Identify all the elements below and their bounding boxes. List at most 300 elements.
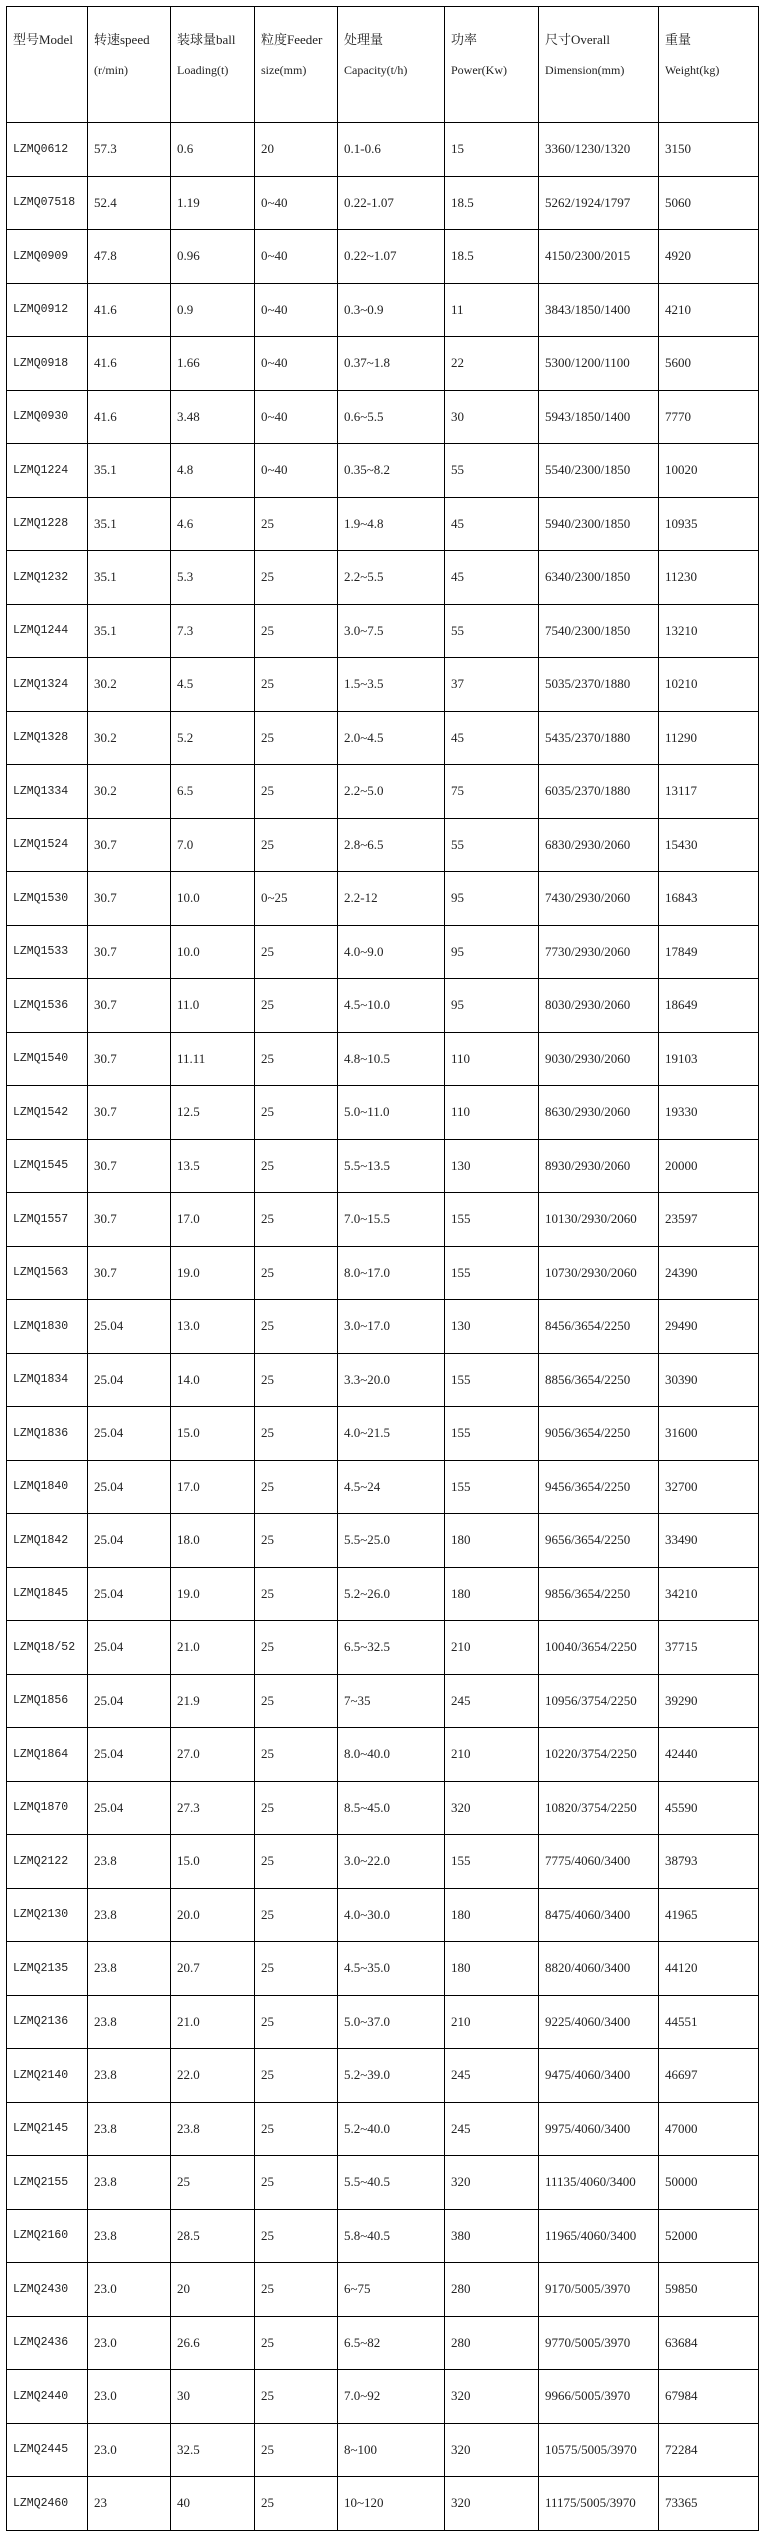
cell-capacity: 7.0~92	[338, 2370, 445, 2424]
cell-power: 95	[445, 979, 539, 1033]
cell-capacity: 2.2~5.5	[338, 551, 445, 605]
cell-power: 180	[445, 1942, 539, 1996]
cell-speed: 35.1	[88, 497, 171, 551]
table-row	[7, 1353, 759, 1407]
cell-weight: 4210	[659, 283, 759, 337]
table-row	[7, 1942, 759, 1996]
cell-power: 55	[445, 604, 539, 658]
table-row	[7, 2370, 759, 2424]
cell-ball-loading: 6.5	[171, 765, 255, 819]
table-row	[7, 925, 759, 979]
cell-capacity: 7.0~15.5	[338, 1193, 445, 1247]
table-row	[7, 444, 759, 498]
cell-power: 155	[445, 1407, 539, 1461]
cell-power: 37	[445, 658, 539, 712]
cell-power: 180	[445, 1888, 539, 1942]
cell-speed: 30.7	[88, 872, 171, 926]
cell-ball-loading: 0.96	[171, 230, 255, 284]
cell-model: LZMQ18/52	[7, 1621, 88, 1675]
cell-capacity: 0.6~5.5	[338, 390, 445, 444]
header-speed	[88, 7, 171, 123]
cell-speed: 35.1	[88, 444, 171, 498]
header-capacity	[338, 7, 445, 123]
cell-power: 110	[445, 1086, 539, 1140]
table-row	[7, 1781, 759, 1835]
cell-overall-dimension: 10730/2930/2060	[539, 1246, 659, 1300]
cell-capacity: 5.8~40.5	[338, 2209, 445, 2263]
cell-feeder-size: 25	[255, 2049, 338, 2103]
cell-model: LZMQ0909	[7, 230, 88, 284]
cell-overall-dimension: 8930/2930/2060	[539, 1139, 659, 1193]
cell-overall-dimension: 10130/2930/2060	[539, 1193, 659, 1247]
cell-feeder-size: 25	[255, 1888, 338, 1942]
cell-feeder-size: 0~40	[255, 444, 338, 498]
table-row	[7, 1674, 759, 1728]
cell-ball-loading: 17.0	[171, 1193, 255, 1247]
cell-weight: 4920	[659, 230, 759, 284]
cell-overall-dimension: 5262/1924/1797	[539, 176, 659, 230]
table-row	[7, 979, 759, 1033]
cell-feeder-size: 25	[255, 1674, 338, 1728]
header-ball-loading	[171, 7, 255, 123]
cell-overall-dimension: 9770/5005/3970	[539, 2316, 659, 2370]
cell-feeder-size: 25	[255, 1353, 338, 1407]
cell-ball-loading: 30	[171, 2370, 255, 2424]
cell-weight: 72284	[659, 2423, 759, 2477]
cell-speed: 25.04	[88, 1674, 171, 1728]
cell-ball-loading: 40	[171, 2477, 255, 2531]
cell-weight: 42440	[659, 1728, 759, 1782]
cell-weight: 16843	[659, 872, 759, 926]
cell-feeder-size: 0~40	[255, 176, 338, 230]
cell-capacity: 4.8~10.5	[338, 1032, 445, 1086]
table-row	[7, 497, 759, 551]
table-row	[7, 1193, 759, 1247]
cell-feeder-size: 25	[255, 2370, 338, 2424]
cell-weight: 44551	[659, 1995, 759, 2049]
header-sublabel: Weight(kg)	[665, 63, 720, 77]
table-row	[7, 1621, 759, 1675]
cell-overall-dimension: 8456/3654/2250	[539, 1300, 659, 1354]
cell-capacity: 8~100	[338, 2423, 445, 2477]
cell-power: 95	[445, 872, 539, 926]
cell-feeder-size: 25	[255, 925, 338, 979]
header-label: 型号Model	[13, 32, 73, 47]
cell-feeder-size: 25	[255, 658, 338, 712]
cell-speed: 23.8	[88, 1942, 171, 1996]
cell-power: 180	[445, 1514, 539, 1568]
cell-ball-loading: 17.0	[171, 1460, 255, 1514]
cell-feeder-size: 25	[255, 1728, 338, 1782]
cell-overall-dimension: 9170/5005/3970	[539, 2263, 659, 2317]
cell-ball-loading: 20.0	[171, 1888, 255, 1942]
cell-ball-loading: 25	[171, 2156, 255, 2210]
cell-ball-loading: 32.5	[171, 2423, 255, 2477]
cell-model: LZMQ2136	[7, 1995, 88, 2049]
table-row	[7, 1086, 759, 1140]
cell-weight: 23597	[659, 1193, 759, 1247]
cell-ball-loading: 11.11	[171, 1032, 255, 1086]
cell-capacity: 2.2-12	[338, 872, 445, 926]
cell-feeder-size: 0~40	[255, 283, 338, 337]
table-row	[7, 1567, 759, 1621]
cell-capacity: 4.5~24	[338, 1460, 445, 1514]
header-sublabel: (r/min)	[94, 63, 128, 77]
cell-power: 320	[445, 2156, 539, 2210]
cell-capacity: 3.0~17.0	[338, 1300, 445, 1354]
cell-ball-loading: 7.0	[171, 818, 255, 872]
cell-feeder-size: 25	[255, 2423, 338, 2477]
cell-feeder-size: 25	[255, 1835, 338, 1889]
cell-model: LZMQ0912	[7, 283, 88, 337]
cell-feeder-size: 0~25	[255, 872, 338, 926]
cell-speed: 30.7	[88, 925, 171, 979]
cell-weight: 59850	[659, 2263, 759, 2317]
cell-overall-dimension: 8820/4060/3400	[539, 1942, 659, 1996]
cell-speed: 35.1	[88, 604, 171, 658]
cell-capacity: 5.5~13.5	[338, 1139, 445, 1193]
cell-weight: 50000	[659, 2156, 759, 2210]
cell-model: LZMQ1557	[7, 1193, 88, 1247]
cell-capacity: 7~35	[338, 1674, 445, 1728]
table-row	[7, 1300, 759, 1354]
cell-speed: 25.04	[88, 1781, 171, 1835]
cell-model: LZMQ1834	[7, 1353, 88, 1407]
cell-power: 155	[445, 1246, 539, 1300]
cell-feeder-size: 25	[255, 711, 338, 765]
cell-capacity: 6.5~32.5	[338, 1621, 445, 1675]
cell-capacity: 5.2~26.0	[338, 1567, 445, 1621]
cell-overall-dimension: 9030/2930/2060	[539, 1032, 659, 1086]
cell-ball-loading: 18.0	[171, 1514, 255, 1568]
cell-weight: 29490	[659, 1300, 759, 1354]
cell-capacity: 1.9~4.8	[338, 497, 445, 551]
cell-power: 45	[445, 711, 539, 765]
cell-weight: 13117	[659, 765, 759, 819]
header-sublabel: size(mm)	[261, 63, 307, 77]
header-model	[7, 7, 88, 123]
table-row	[7, 283, 759, 337]
cell-model: LZMQ2430	[7, 2263, 88, 2317]
cell-model: LZMQ1224	[7, 444, 88, 498]
cell-weight: 33490	[659, 1514, 759, 1568]
cell-model: LZMQ2122	[7, 1835, 88, 1889]
cell-overall-dimension: 10040/3654/2250	[539, 1621, 659, 1675]
header-sublabel: Loading(t)	[177, 63, 229, 77]
cell-weight: 44120	[659, 1942, 759, 1996]
cell-ball-loading: 22.0	[171, 2049, 255, 2103]
cell-capacity: 2.2~5.0	[338, 765, 445, 819]
cell-feeder-size: 25	[255, 1781, 338, 1835]
cell-power: 18.5	[445, 176, 539, 230]
cell-overall-dimension: 5435/2370/1880	[539, 711, 659, 765]
cell-model: LZMQ2140	[7, 2049, 88, 2103]
cell-capacity: 5.2~40.0	[338, 2102, 445, 2156]
cell-model: LZMQ1524	[7, 818, 88, 872]
cell-weight: 47000	[659, 2102, 759, 2156]
cell-model: LZMQ1856	[7, 1674, 88, 1728]
cell-model: LZMQ1533	[7, 925, 88, 979]
cell-speed: 41.6	[88, 283, 171, 337]
header-sublabel: Dimension(mm)	[545, 63, 625, 77]
cell-weight: 73365	[659, 2477, 759, 2531]
cell-overall-dimension: 5300/1200/1100	[539, 337, 659, 391]
cell-power: 110	[445, 1032, 539, 1086]
cell-ball-loading: 21.9	[171, 1674, 255, 1728]
cell-overall-dimension: 8475/4060/3400	[539, 1888, 659, 1942]
cell-weight: 5060	[659, 176, 759, 230]
cell-capacity: 0.35~8.2	[338, 444, 445, 498]
cell-power: 15	[445, 123, 539, 177]
cell-ball-loading: 23.8	[171, 2102, 255, 2156]
cell-feeder-size: 25	[255, 1086, 338, 1140]
cell-weight: 11230	[659, 551, 759, 605]
cell-ball-loading: 21.0	[171, 1621, 255, 1675]
cell-capacity: 4.0~9.0	[338, 925, 445, 979]
cell-weight: 46697	[659, 2049, 759, 2103]
cell-ball-loading: 13.5	[171, 1139, 255, 1193]
cell-power: 180	[445, 1567, 539, 1621]
cell-ball-loading: 26.6	[171, 2316, 255, 2370]
cell-weight: 45590	[659, 1781, 759, 1835]
cell-speed: 23.8	[88, 2156, 171, 2210]
cell-ball-loading: 0.9	[171, 283, 255, 337]
table-row	[7, 230, 759, 284]
table-row	[7, 2209, 759, 2263]
cell-power: 45	[445, 551, 539, 605]
cell-capacity: 0.1-0.6	[338, 123, 445, 177]
cell-feeder-size: 25	[255, 1032, 338, 1086]
cell-model: LZMQ1540	[7, 1032, 88, 1086]
cell-power: 18.5	[445, 230, 539, 284]
cell-overall-dimension: 7540/2300/1850	[539, 604, 659, 658]
cell-model: LZMQ2440	[7, 2370, 88, 2424]
cell-overall-dimension: 10575/5005/3970	[539, 2423, 659, 2477]
cell-capacity: 1.5~3.5	[338, 658, 445, 712]
cell-power: 320	[445, 2423, 539, 2477]
cell-capacity: 0.3~0.9	[338, 283, 445, 337]
cell-power: 55	[445, 818, 539, 872]
cell-capacity: 2.0~4.5	[338, 711, 445, 765]
cell-speed: 23.0	[88, 2370, 171, 2424]
table-row	[7, 1728, 759, 1782]
cell-overall-dimension: 9056/3654/2250	[539, 1407, 659, 1461]
cell-speed: 57.3	[88, 123, 171, 177]
cell-feeder-size: 0~40	[255, 230, 338, 284]
cell-model: LZMQ2160	[7, 2209, 88, 2263]
cell-speed: 30.7	[88, 1139, 171, 1193]
cell-model: LZMQ1840	[7, 1460, 88, 1514]
table-row	[7, 390, 759, 444]
cell-power: 155	[445, 1835, 539, 1889]
cell-speed: 30.2	[88, 711, 171, 765]
cell-weight: 7770	[659, 390, 759, 444]
cell-overall-dimension: 6035/2370/1880	[539, 765, 659, 819]
table-row	[7, 2477, 759, 2531]
cell-ball-loading: 15.0	[171, 1835, 255, 1889]
cell-ball-loading: 28.5	[171, 2209, 255, 2263]
cell-ball-loading: 10.0	[171, 872, 255, 926]
table-row	[7, 711, 759, 765]
header-label: 粒度Feeder	[261, 32, 323, 47]
header-label: 转速speed	[94, 32, 150, 47]
table-row	[7, 2263, 759, 2317]
cell-power: 95	[445, 925, 539, 979]
cell-speed: 30.7	[88, 1086, 171, 1140]
cell-power: 75	[445, 765, 539, 819]
cell-overall-dimension: 10220/3754/2250	[539, 1728, 659, 1782]
cell-speed: 47.8	[88, 230, 171, 284]
cell-ball-loading: 10.0	[171, 925, 255, 979]
cell-capacity: 4.5~35.0	[338, 1942, 445, 1996]
cell-capacity: 3.0~7.5	[338, 604, 445, 658]
cell-capacity: 0.22~1.07	[338, 230, 445, 284]
cell-power: 280	[445, 2316, 539, 2370]
cell-model: LZMQ2130	[7, 1888, 88, 1942]
cell-power: 320	[445, 2370, 539, 2424]
cell-power: 155	[445, 1353, 539, 1407]
cell-overall-dimension: 9856/3654/2250	[539, 1567, 659, 1621]
cell-capacity: 4.0~30.0	[338, 1888, 445, 1942]
cell-overall-dimension: 3843/1850/1400	[539, 283, 659, 337]
cell-weight: 15430	[659, 818, 759, 872]
cell-speed: 30.7	[88, 1032, 171, 1086]
cell-overall-dimension: 6830/2930/2060	[539, 818, 659, 872]
cell-overall-dimension: 11965/4060/3400	[539, 2209, 659, 2263]
cell-model: LZMQ1232	[7, 551, 88, 605]
cell-speed: 25.04	[88, 1567, 171, 1621]
cell-model: LZMQ1530	[7, 872, 88, 926]
cell-capacity: 10~120	[338, 2477, 445, 2531]
cell-model: LZMQ2155	[7, 2156, 88, 2210]
cell-ball-loading: 1.19	[171, 176, 255, 230]
spec-table-container	[6, 6, 758, 2531]
cell-feeder-size: 0~40	[255, 390, 338, 444]
cell-feeder-size: 25	[255, 979, 338, 1033]
cell-capacity: 8.5~45.0	[338, 1781, 445, 1835]
cell-ball-loading: 5.2	[171, 711, 255, 765]
cell-speed: 30.7	[88, 1246, 171, 1300]
table-row	[7, 2156, 759, 2210]
cell-weight: 10935	[659, 497, 759, 551]
cell-speed: 25.04	[88, 1460, 171, 1514]
cell-feeder-size: 20	[255, 123, 338, 177]
table-row	[7, 123, 759, 177]
table-row	[7, 337, 759, 391]
cell-feeder-size: 25	[255, 1300, 338, 1354]
cell-model: LZMQ1324	[7, 658, 88, 712]
cell-speed: 25.04	[88, 1621, 171, 1675]
cell-model: LZMQ0918	[7, 337, 88, 391]
cell-power: 210	[445, 1995, 539, 2049]
cell-model: LZMQ2460	[7, 2477, 88, 2531]
table-row	[7, 551, 759, 605]
cell-overall-dimension: 9475/4060/3400	[539, 2049, 659, 2103]
cell-speed: 25.04	[88, 1514, 171, 1568]
cell-ball-loading: 1.66	[171, 337, 255, 391]
cell-feeder-size: 25	[255, 497, 338, 551]
cell-weight: 20000	[659, 1139, 759, 1193]
cell-overall-dimension: 5540/2300/1850	[539, 444, 659, 498]
cell-model: LZMQ0930	[7, 390, 88, 444]
cell-speed: 23.0	[88, 2263, 171, 2317]
cell-model: LZMQ1563	[7, 1246, 88, 1300]
cell-feeder-size: 25	[255, 1246, 338, 1300]
cell-capacity: 6.5~82	[338, 2316, 445, 2370]
cell-feeder-size: 25	[255, 2102, 338, 2156]
header-overall-dimension	[539, 7, 659, 123]
cell-capacity: 2.8~6.5	[338, 818, 445, 872]
cell-overall-dimension: 10820/3754/2250	[539, 1781, 659, 1835]
cell-feeder-size: 0~40	[255, 337, 338, 391]
table-row	[7, 1995, 759, 2049]
cell-weight: 18649	[659, 979, 759, 1033]
cell-feeder-size: 25	[255, 2316, 338, 2370]
cell-overall-dimension: 9656/3654/2250	[539, 1514, 659, 1568]
cell-feeder-size: 25	[255, 2209, 338, 2263]
cell-capacity: 3.0~22.0	[338, 1835, 445, 1889]
cell-capacity: 5.0~11.0	[338, 1086, 445, 1140]
cell-weight: 17849	[659, 925, 759, 979]
cell-overall-dimension: 6340/2300/1850	[539, 551, 659, 605]
cell-speed: 52.4	[88, 176, 171, 230]
table-body	[7, 123, 759, 2531]
cell-weight: 24390	[659, 1246, 759, 1300]
cell-feeder-size: 25	[255, 1942, 338, 1996]
cell-weight: 31600	[659, 1407, 759, 1461]
cell-model: LZMQ1328	[7, 711, 88, 765]
cell-power: 130	[445, 1139, 539, 1193]
cell-feeder-size: 25	[255, 765, 338, 819]
cell-weight: 32700	[659, 1460, 759, 1514]
cell-model: LZMQ1228	[7, 497, 88, 551]
cell-weight: 37715	[659, 1621, 759, 1675]
header-label: 重量	[665, 32, 692, 47]
cell-speed: 23.8	[88, 2102, 171, 2156]
header-power	[445, 7, 539, 123]
cell-overall-dimension: 9225/4060/3400	[539, 1995, 659, 2049]
cell-overall-dimension: 5943/1850/1400	[539, 390, 659, 444]
cell-ball-loading: 13.0	[171, 1300, 255, 1354]
header-label: 功率	[451, 32, 478, 47]
cell-model: LZMQ2445	[7, 2423, 88, 2477]
cell-ball-loading: 4.5	[171, 658, 255, 712]
table-row	[7, 765, 759, 819]
cell-capacity: 5.5~25.0	[338, 1514, 445, 1568]
cell-speed: 30.7	[88, 1193, 171, 1247]
cell-ball-loading: 5.3	[171, 551, 255, 605]
cell-ball-loading: 19.0	[171, 1567, 255, 1621]
cell-overall-dimension: 9966/5005/3970	[539, 2370, 659, 2424]
cell-power: 11	[445, 283, 539, 337]
cell-speed: 23.8	[88, 1995, 171, 2049]
cell-model: LZMQ07518	[7, 176, 88, 230]
cell-speed: 25.04	[88, 1407, 171, 1461]
cell-model: LZMQ1545	[7, 1139, 88, 1193]
cell-ball-loading: 14.0	[171, 1353, 255, 1407]
cell-ball-loading: 27.3	[171, 1781, 255, 1835]
cell-feeder-size: 25	[255, 2477, 338, 2531]
cell-overall-dimension: 9456/3654/2250	[539, 1460, 659, 1514]
cell-model: LZMQ1842	[7, 1514, 88, 1568]
cell-weight: 3150	[659, 123, 759, 177]
cell-capacity: 0.37~1.8	[338, 337, 445, 391]
cell-model: LZMQ2135	[7, 1942, 88, 1996]
cell-capacity: 3.3~20.0	[338, 1353, 445, 1407]
cell-power: 320	[445, 1781, 539, 1835]
cell-overall-dimension: 5035/2370/1880	[539, 658, 659, 712]
header-row	[7, 7, 759, 123]
